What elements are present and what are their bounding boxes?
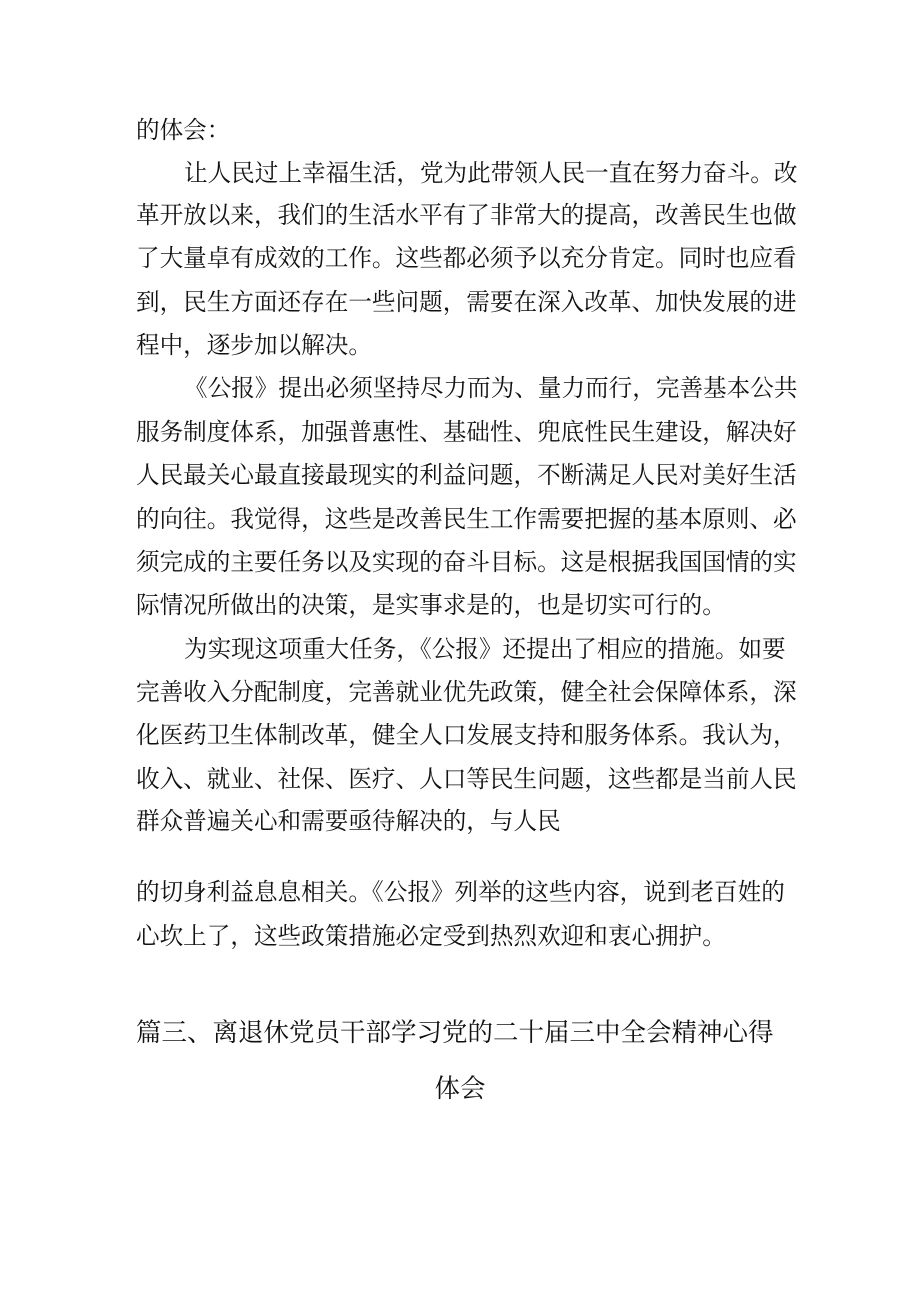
paragraph-1-line-2: 革开放以来，我们的生活水平有了非常大的提高，改善民生也做 xyxy=(136,201,797,229)
paragraph-2-line-3: 人民最关心最直接最现实的利益问题，不断满足人民对美好生活 xyxy=(136,461,797,489)
section-title: 篇三、离退休党员干部学习党的二十届三中全会精神心得 xyxy=(136,1018,774,1048)
paragraph-1-line-4: 到，民生方面还存在一些问题，需要在深入改革、加快发展的进 xyxy=(136,288,797,316)
paragraph-3-line-4: 收入、就业、社保、医疗、人口等民生问题，这些都是当前人民 xyxy=(136,765,797,793)
paragraph-2-line-1: 《公报》提出必须坚持尽力而为、量力而行，完善基本公共 xyxy=(184,374,798,402)
paragraph-1-line-3: 了大量卓有成效的工作。这些都必须予以充分肯定。同时也应看 xyxy=(136,244,797,272)
paragraph-3-line-2: 完善收入分配制度，完善就业优先政策，健全社会保障体系，深 xyxy=(136,678,797,706)
paragraph-2-line-6: 际情况所做出的决策，是实事求是的，也是切实可行的。 xyxy=(136,591,726,619)
paragraph-3-line-7: 心坎上了，这些政策措施必定受到热烈欢迎和衷心拥护。 xyxy=(136,922,726,950)
paragraph-1-line-5: 程中，逐步加以解决。 xyxy=(136,331,372,359)
text-line-continuation: 的体会： xyxy=(136,116,231,144)
paragraph-2-line-2: 服务制度体系，加强普惠性、基础性、兜底性民生建设，解决好 xyxy=(136,418,797,446)
paragraph-3-line-5: 群众普遍关心和需要亟待解决的，与人民 xyxy=(136,807,561,835)
paragraph-1-line-1: 让人民过上幸福生活，党为此带领人民一直在努力奋斗。改 xyxy=(184,159,798,187)
paragraph-3-line-1: 为实现这项重大任务，《公报》还提出了相应的措施。如要 xyxy=(184,635,786,663)
paragraph-2-line-5: 须完成的主要任务以及实现的奋斗目标。这是根据我国国情的实 xyxy=(136,548,797,576)
paragraph-3-line-3: 化医药卫生体制改革，健全人口发展支持和服务体系。我认为， xyxy=(136,721,797,749)
paragraph-3-line-6: 的切身利益息息相关。《公报》列举的这些内容，说到老百姓的 xyxy=(136,878,785,906)
paragraph-2-line-4: 的向往。我觉得，这些是改善民生工作需要把握的基本原则、必 xyxy=(136,505,797,533)
section-title-continuation: 体会 xyxy=(434,1074,486,1104)
